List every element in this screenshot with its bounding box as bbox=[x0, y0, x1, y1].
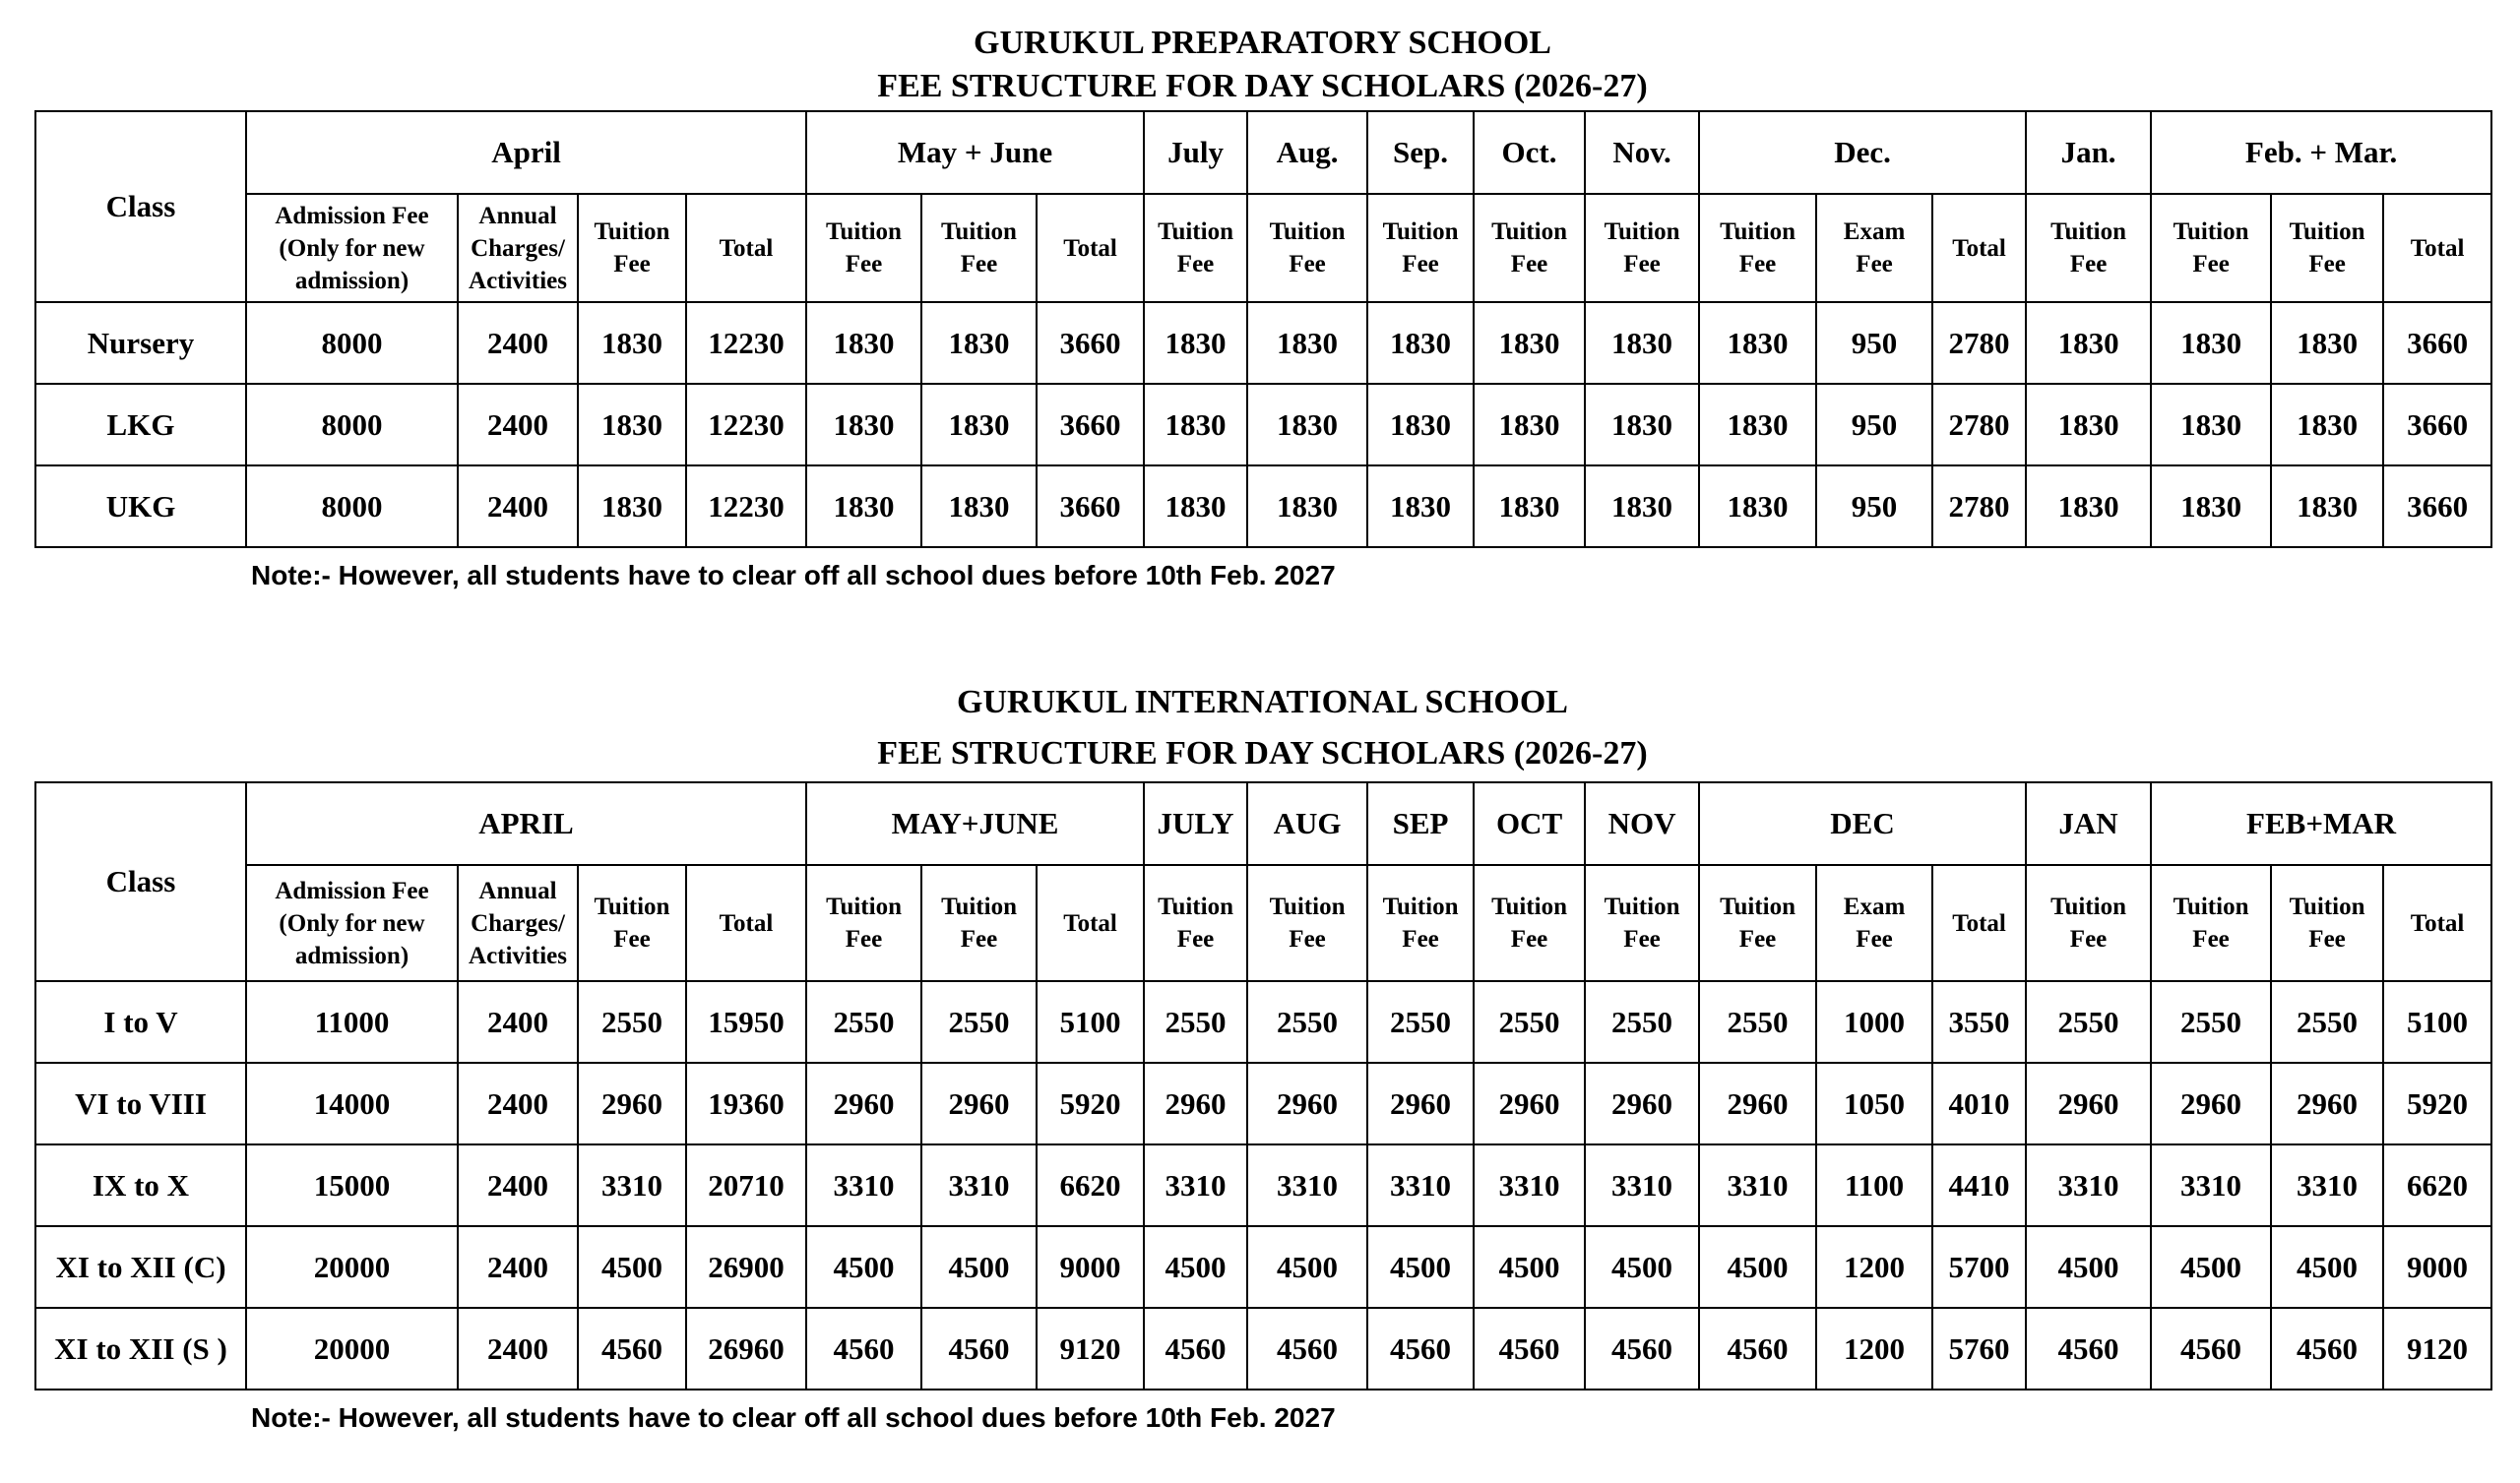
annual-charges-header: Annual Charges/ Activities bbox=[458, 865, 578, 981]
fee-cell: 4500 bbox=[2026, 1226, 2151, 1308]
fee-cell: 1830 bbox=[2271, 465, 2383, 547]
class-header: Class bbox=[35, 782, 246, 981]
total-header: Total bbox=[1037, 194, 1144, 302]
month-header: Sep. bbox=[1367, 111, 1474, 194]
tuition-fee-header: Tuition Fee bbox=[2271, 865, 2383, 981]
fee-cell: 1200 bbox=[1816, 1308, 1932, 1390]
fee-cell: 4500 bbox=[2271, 1226, 2383, 1308]
fee-cell: 3310 bbox=[2026, 1144, 2151, 1226]
tuition-fee-header: Tuition Fee bbox=[2026, 194, 2151, 302]
fee-cell: 2550 bbox=[2271, 981, 2383, 1063]
note-text: Note:- However, all students have to clear off all school dues before 10th Feb. 2027 bbox=[251, 1402, 1336, 1433]
fee-cell: 2960 bbox=[921, 1063, 1037, 1144]
tuition-fee-header: Tuition Fee bbox=[1247, 194, 1367, 302]
fee-cell: 1830 bbox=[1585, 465, 1699, 547]
fee-cell: 2400 bbox=[458, 1226, 578, 1308]
tuition-fee-header: Tuition Fee bbox=[1585, 865, 1699, 981]
fee-cell: 5920 bbox=[1037, 1063, 1144, 1144]
fee-cell: 2400 bbox=[458, 1308, 578, 1390]
month-header: JULY bbox=[1144, 782, 1247, 865]
fee-cell: 1830 bbox=[1585, 384, 1699, 465]
fee-cell: 3310 bbox=[1699, 1144, 1816, 1226]
tuition-fee-header: Tuition Fee bbox=[1367, 194, 1474, 302]
tuition-fee-header: Tuition Fee bbox=[1247, 865, 1367, 981]
fee-cell: 1200 bbox=[1816, 1226, 1932, 1308]
month-header: May + June bbox=[806, 111, 1144, 194]
fee-cell: 4560 bbox=[2271, 1308, 2383, 1390]
fee-cell: 4560 bbox=[1699, 1308, 1816, 1390]
fee-cell: 4560 bbox=[1144, 1308, 1247, 1390]
fee-cell: 4560 bbox=[2151, 1308, 2271, 1390]
fee-cell: 1830 bbox=[921, 384, 1037, 465]
fee-cell: 1830 bbox=[2151, 302, 2271, 384]
tuition-fee-header: Tuition Fee bbox=[1474, 865, 1585, 981]
fee-table bbox=[34, 110, 2492, 548]
fee-cell: 15000 bbox=[246, 1144, 458, 1226]
tuition-fee-header: Tuition Fee bbox=[578, 865, 686, 981]
fee-cell: 1830 bbox=[1699, 465, 1816, 547]
table-row bbox=[35, 981, 2491, 1063]
fee-cell: 20710 bbox=[686, 1144, 806, 1226]
fee-cell: 5100 bbox=[2383, 981, 2491, 1063]
fee-cell: 6620 bbox=[2383, 1144, 2491, 1226]
table-row bbox=[35, 1226, 2491, 1308]
fee-cell: 2960 bbox=[1367, 1063, 1474, 1144]
international-school-section bbox=[34, 677, 2490, 1434]
fee-cell: 11000 bbox=[246, 981, 458, 1063]
fee-cell: 3310 bbox=[2151, 1144, 2271, 1226]
fee-cell: 20000 bbox=[246, 1226, 458, 1308]
fee-cell: 4560 bbox=[1585, 1308, 1699, 1390]
fee-cell: 5700 bbox=[1932, 1226, 2026, 1308]
month-header: MAY+JUNE bbox=[806, 782, 1144, 865]
fee-cell: 5920 bbox=[2383, 1063, 2491, 1144]
total-header: Total bbox=[2383, 865, 2491, 981]
class-header: Class bbox=[35, 111, 246, 302]
note-text: Note:- However, all students have to clear off all school dues before 10th Feb. 2027 bbox=[251, 560, 1336, 590]
fee-cell: 4560 bbox=[578, 1308, 686, 1390]
fee-cell: 12230 bbox=[686, 302, 806, 384]
month-header: Jan. bbox=[2026, 111, 2151, 194]
month-header: NOV bbox=[1585, 782, 1699, 865]
tuition-fee-header: Tuition Fee bbox=[1367, 865, 1474, 981]
table-row bbox=[35, 302, 2491, 384]
month-header: OCT bbox=[1474, 782, 1585, 865]
fee-cell: 1830 bbox=[2026, 384, 2151, 465]
fee-cell: 2550 bbox=[1367, 981, 1474, 1063]
class-name-cell: IX to X bbox=[35, 1144, 246, 1226]
total-header: Total bbox=[686, 194, 806, 302]
fee-cell: 4410 bbox=[1932, 1144, 2026, 1226]
class-name-cell: XI to XII (S ) bbox=[35, 1308, 246, 1390]
fee-cell: 3660 bbox=[2383, 302, 2491, 384]
fee-cell: 2960 bbox=[578, 1063, 686, 1144]
fee-cell: 1830 bbox=[2026, 465, 2151, 547]
fee-cell: 1830 bbox=[921, 465, 1037, 547]
tuition-fee-header: Tuition Fee bbox=[1474, 194, 1585, 302]
fee-cell: 1830 bbox=[1144, 384, 1247, 465]
fee-cell: 15950 bbox=[686, 981, 806, 1063]
fee-cell: 1830 bbox=[1367, 384, 1474, 465]
fee-cell: 2960 bbox=[1144, 1063, 1247, 1144]
fee-cell: 1000 bbox=[1816, 981, 1932, 1063]
fee-cell: 4500 bbox=[1699, 1226, 1816, 1308]
fee-cell: 1830 bbox=[1144, 465, 1247, 547]
fee-cell: 4560 bbox=[1367, 1308, 1474, 1390]
fee-cell: 3310 bbox=[921, 1144, 1037, 1226]
fee-cell: 1830 bbox=[578, 384, 686, 465]
fee-cell: 1830 bbox=[2151, 384, 2271, 465]
fee-cell: 4500 bbox=[806, 1226, 921, 1308]
fee-cell: 4560 bbox=[806, 1308, 921, 1390]
fee-cell: 3660 bbox=[1037, 302, 1144, 384]
fee-cell: 950 bbox=[1816, 384, 1932, 465]
fee-cell: 2550 bbox=[1474, 981, 1585, 1063]
fee-cell: 1830 bbox=[578, 465, 686, 547]
class-name-cell: XI to XII (C) bbox=[35, 1226, 246, 1308]
month-header: Dec. bbox=[1699, 111, 2026, 194]
fee-cell: 1830 bbox=[921, 302, 1037, 384]
fee-cell: 2550 bbox=[1585, 981, 1699, 1063]
month-header: DEC bbox=[1699, 782, 2026, 865]
tuition-fee-header: Tuition Fee bbox=[1699, 865, 1816, 981]
month-header: APRIL bbox=[246, 782, 806, 865]
fee-cell: 1830 bbox=[806, 384, 921, 465]
fee-cell: 1830 bbox=[1699, 384, 1816, 465]
fee-cell: 2960 bbox=[2271, 1063, 2383, 1144]
tuition-fee-header: Tuition Fee bbox=[921, 194, 1037, 302]
fee-cell: 3310 bbox=[1474, 1144, 1585, 1226]
fee-cell: 2400 bbox=[458, 302, 578, 384]
fee-cell: 3660 bbox=[2383, 384, 2491, 465]
fee-cell: 2960 bbox=[1699, 1063, 1816, 1144]
total-header: Total bbox=[1037, 865, 1144, 981]
fee-cell: 2550 bbox=[1247, 981, 1367, 1063]
fee-cell: 9000 bbox=[2383, 1226, 2491, 1308]
tuition-fee-header: Tuition Fee bbox=[2151, 194, 2271, 302]
fee-cell: 3660 bbox=[1037, 465, 1144, 547]
fee-cell: 1830 bbox=[1699, 302, 1816, 384]
fee-cell: 1100 bbox=[1816, 1144, 1932, 1226]
tuition-fee-header: Tuition Fee bbox=[921, 865, 1037, 981]
tuition-fee-header: Tuition Fee bbox=[2026, 865, 2151, 981]
month-header: Aug. bbox=[1247, 111, 1367, 194]
fee-cell: 3310 bbox=[578, 1144, 686, 1226]
month-header: SEP bbox=[1367, 782, 1474, 865]
fee-cell: 4500 bbox=[1144, 1226, 1247, 1308]
exam-fee-header: Exam Fee bbox=[1816, 865, 1932, 981]
fee-cell: 1830 bbox=[806, 302, 921, 384]
class-name-cell: LKG bbox=[35, 384, 246, 465]
tuition-fee-header: Tuition Fee bbox=[578, 194, 686, 302]
fee-cell: 1830 bbox=[1247, 384, 1367, 465]
month-header: Feb. + Mar. bbox=[2151, 111, 2491, 194]
fee-cell: 3310 bbox=[2271, 1144, 2383, 1226]
fee-cell: 1830 bbox=[2271, 384, 2383, 465]
fee-cell: 1830 bbox=[1474, 465, 1585, 547]
fee-cell: 4010 bbox=[1932, 1063, 2026, 1144]
fee-cell: 2550 bbox=[2026, 981, 2151, 1063]
class-name-cell: UKG bbox=[35, 465, 246, 547]
month-header: JAN bbox=[2026, 782, 2151, 865]
fee-cell: 1830 bbox=[1247, 465, 1367, 547]
fee-cell: 2550 bbox=[1699, 981, 1816, 1063]
exam-fee-header: Exam Fee bbox=[1816, 194, 1932, 302]
fee-cell: 2550 bbox=[921, 981, 1037, 1063]
fee-cell: 2960 bbox=[2026, 1063, 2151, 1144]
tuition-fee-header: Tuition Fee bbox=[806, 865, 921, 981]
fee-cell: 1830 bbox=[1474, 384, 1585, 465]
tuition-fee-header: Tuition Fee bbox=[2151, 865, 2271, 981]
fee-cell: 1830 bbox=[1474, 302, 1585, 384]
month-header: July bbox=[1144, 111, 1247, 194]
fee-table bbox=[34, 781, 2492, 1390]
fee-cell: 9120 bbox=[2383, 1308, 2491, 1390]
fee-cell: 2960 bbox=[1474, 1063, 1585, 1144]
month-header: Nov. bbox=[1585, 111, 1699, 194]
month-header: Oct. bbox=[1474, 111, 1585, 194]
fee-cell: 2960 bbox=[2151, 1063, 2271, 1144]
annual-charges-header: Annual Charges/ Activities bbox=[458, 194, 578, 302]
fee-structure-title: FEE STRUCTURE FOR DAY SCHOLARS (2026-27) bbox=[877, 735, 1648, 772]
fee-cell: 1830 bbox=[1367, 465, 1474, 547]
table-row bbox=[35, 1063, 2491, 1144]
fee-cell: 1050 bbox=[1816, 1063, 1932, 1144]
fee-cell: 3310 bbox=[1247, 1144, 1367, 1226]
fee-cell: 3310 bbox=[1367, 1144, 1474, 1226]
fee-cell: 5100 bbox=[1037, 981, 1144, 1063]
fee-cell: 12230 bbox=[686, 465, 806, 547]
fee-cell: 12230 bbox=[686, 384, 806, 465]
fee-cell: 950 bbox=[1816, 302, 1932, 384]
fee-cell: 3310 bbox=[1144, 1144, 1247, 1226]
fee-cell: 4500 bbox=[1474, 1226, 1585, 1308]
class-name-cell: VI to VIII bbox=[35, 1063, 246, 1144]
fee-cell: 2400 bbox=[458, 981, 578, 1063]
fee-cell: 2960 bbox=[1247, 1063, 1367, 1144]
fee-cell: 2550 bbox=[578, 981, 686, 1063]
fee-cell: 3310 bbox=[806, 1144, 921, 1226]
fee-cell: 4560 bbox=[1247, 1308, 1367, 1390]
fee-cell: 3310 bbox=[1585, 1144, 1699, 1226]
fee-cell: 2780 bbox=[1932, 302, 2026, 384]
fee-cell: 4500 bbox=[1367, 1226, 1474, 1308]
fee-cell: 6620 bbox=[1037, 1144, 1144, 1226]
fee-cell: 4560 bbox=[1474, 1308, 1585, 1390]
fee-cell: 3660 bbox=[2383, 465, 2491, 547]
tuition-fee-header: Tuition Fee bbox=[806, 194, 921, 302]
preparatory-school-section bbox=[34, 22, 2490, 591]
fee-cell: 26960 bbox=[686, 1308, 806, 1390]
tuition-fee-header: Tuition Fee bbox=[2271, 194, 2383, 302]
fee-cell: 4560 bbox=[921, 1308, 1037, 1390]
fee-cell: 14000 bbox=[246, 1063, 458, 1144]
fee-cell: 1830 bbox=[2026, 302, 2151, 384]
fee-cell: 1830 bbox=[1247, 302, 1367, 384]
fee-cell: 8000 bbox=[246, 465, 458, 547]
total-header: Total bbox=[1932, 194, 2026, 302]
fee-cell: 1830 bbox=[1144, 302, 1247, 384]
fee-cell: 8000 bbox=[246, 302, 458, 384]
fee-cell: 9120 bbox=[1037, 1308, 1144, 1390]
fee-cell: 19360 bbox=[686, 1063, 806, 1144]
fee-cell: 2550 bbox=[1144, 981, 1247, 1063]
fee-cell: 2400 bbox=[458, 384, 578, 465]
fee-cell: 1830 bbox=[1585, 302, 1699, 384]
tuition-fee-header: Tuition Fee bbox=[1699, 194, 1816, 302]
fee-rows bbox=[35, 981, 2491, 1390]
month-header: AUG bbox=[1247, 782, 1367, 865]
fee-cell: 3550 bbox=[1932, 981, 2026, 1063]
school-title: GURUKUL INTERNATIONAL SCHOOL bbox=[957, 684, 1568, 720]
fee-cell: 1830 bbox=[806, 465, 921, 547]
fee-cell: 4500 bbox=[1247, 1226, 1367, 1308]
fee-cell: 4500 bbox=[2151, 1226, 2271, 1308]
table-row bbox=[35, 1308, 2491, 1390]
fee-structure-title: FEE STRUCTURE FOR DAY SCHOLARS (2026-27) bbox=[877, 68, 1648, 104]
table-row bbox=[35, 465, 2491, 547]
fee-cell: 5760 bbox=[1932, 1308, 2026, 1390]
fee-cell: 950 bbox=[1816, 465, 1932, 547]
fee-cell: 2960 bbox=[806, 1063, 921, 1144]
total-header: Total bbox=[1932, 865, 2026, 981]
tuition-fee-header: Tuition Fee bbox=[1585, 194, 1699, 302]
fee-cell: 2400 bbox=[458, 1144, 578, 1226]
school-title: GURUKUL PREPARATORY SCHOOL bbox=[974, 25, 1551, 61]
fee-cell: 4500 bbox=[578, 1226, 686, 1308]
fee-cell: 1830 bbox=[2151, 465, 2271, 547]
fee-cell: 9000 bbox=[1037, 1226, 1144, 1308]
fee-cell: 1830 bbox=[1367, 302, 1474, 384]
fee-cell: 1830 bbox=[578, 302, 686, 384]
fee-cell: 4560 bbox=[2026, 1308, 2151, 1390]
fee-cell: 2780 bbox=[1932, 384, 2026, 465]
admission-fee-header: Admission Fee (Only for new admission) bbox=[246, 865, 458, 981]
month-header: FEB+MAR bbox=[2151, 782, 2491, 865]
tuition-fee-header: Tuition Fee bbox=[1144, 865, 1247, 981]
fee-cell: 2960 bbox=[1585, 1063, 1699, 1144]
fee-cell: 2400 bbox=[458, 1063, 578, 1144]
fee-cell: 20000 bbox=[246, 1308, 458, 1390]
month-header: April bbox=[246, 111, 806, 194]
fee-cell: 8000 bbox=[246, 384, 458, 465]
class-name-cell: I to V bbox=[35, 981, 246, 1063]
fee-cell: 2550 bbox=[806, 981, 921, 1063]
fee-cell: 4500 bbox=[921, 1226, 1037, 1308]
fee-cell: 2550 bbox=[2151, 981, 2271, 1063]
fee-cell: 2780 bbox=[1932, 465, 2026, 547]
table-row bbox=[35, 384, 2491, 465]
table-row bbox=[35, 1144, 2491, 1226]
total-header: Total bbox=[686, 865, 806, 981]
tuition-fee-header: Tuition Fee bbox=[1144, 194, 1247, 302]
class-name-cell: Nursery bbox=[35, 302, 246, 384]
fee-cell: 26900 bbox=[686, 1226, 806, 1308]
total-header: Total bbox=[2383, 194, 2491, 302]
admission-fee-header: Admission Fee (Only for new admission) bbox=[246, 194, 458, 302]
fee-cell: 2400 bbox=[458, 465, 578, 547]
fee-cell: 1830 bbox=[2271, 302, 2383, 384]
fee-cell: 4500 bbox=[1585, 1226, 1699, 1308]
fee-cell: 3660 bbox=[1037, 384, 1144, 465]
fee-rows bbox=[35, 302, 2491, 547]
